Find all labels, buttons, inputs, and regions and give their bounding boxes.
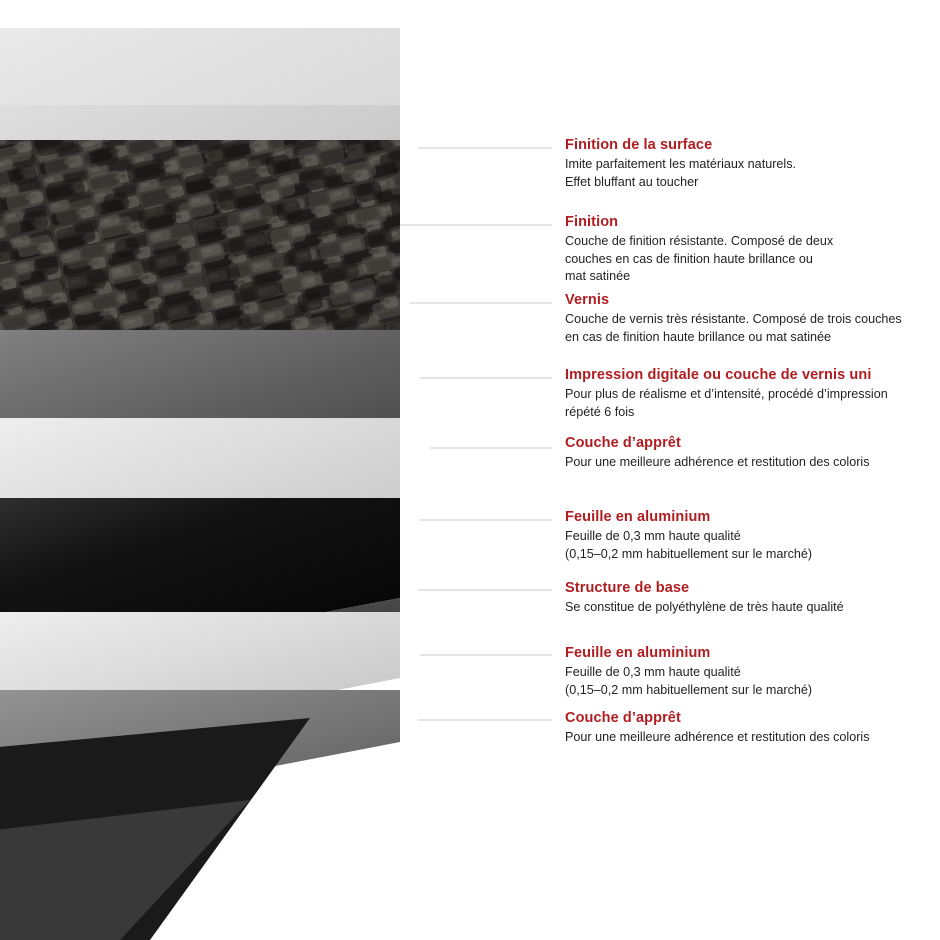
callout-body-line: mat satinée <box>565 269 631 283</box>
callout-title: Feuille en aluminium <box>565 645 711 661</box>
callout-body-line: (0,15–0,2 mm habituellement sur le marché) <box>565 546 813 561</box>
callout-feuille-en-aluminium-haut <box>565 508 940 563</box>
callout-body <box>565 664 940 699</box>
callout-finition-de-la-surface <box>565 136 940 191</box>
callout-body <box>565 528 940 563</box>
callout-body <box>565 233 940 286</box>
callout-body <box>565 599 940 617</box>
callout-body-line: (0,15–0,2 mm habituellement sur le marché) <box>565 682 813 697</box>
callout-body <box>565 386 940 421</box>
callout-body-line: Pour une meilleure adhérence et restitution des coloris <box>565 730 870 744</box>
callout-body <box>565 454 940 472</box>
callout-body-line: Couche de vernis très résistante. Composé de trois couches <box>565 312 902 326</box>
callout-title: Finition <box>565 214 619 230</box>
callout-body-line: Couche de finition résistante. Composé de deux <box>565 234 834 248</box>
callout-body <box>565 729 940 747</box>
callout-body-line: Effet bluffant au toucher <box>565 174 699 189</box>
callout-body-line: Imite parfaitement les matériaux naturels. <box>565 157 796 171</box>
callout-title: Feuille en aluminium <box>565 509 711 525</box>
callout-finition <box>565 213 940 286</box>
callout-body-line: Feuille de 0,3 mm haute qualité <box>565 665 741 679</box>
callout-vernis <box>565 291 940 346</box>
callout-title: Couche d’apprêt <box>565 435 681 451</box>
callout-feuille-en-aluminium-bas <box>565 644 940 699</box>
callout-body <box>565 156 940 191</box>
callout-couche-d-appret-haut <box>565 434 940 472</box>
callout-body-line: couches en cas de finition haute brillance ou <box>565 251 813 266</box>
callout-title: Structure de base <box>565 580 690 596</box>
callout-title: Finition de la surface <box>565 137 713 153</box>
callout-impression-digitale <box>565 366 940 421</box>
callout-body-line: Pour une meilleure adhérence et restitution des coloris <box>565 455 870 469</box>
callout-body-line: répété 6 fois <box>565 404 635 419</box>
callout-couche-d-appret-bas <box>565 709 940 747</box>
callout-body-line: Se constitue de polyéthylène de très haute qualité <box>565 600 844 614</box>
leader-lines <box>400 148 552 720</box>
callout-title: Couche d’apprêt <box>565 710 681 726</box>
callout-body <box>565 311 940 346</box>
callout-title: Impression digitale ou couche de vernis uni <box>565 367 872 383</box>
callout-body-line: Pour plus de réalisme et d’intensité, procédé d’impression <box>565 387 888 401</box>
callout-list <box>565 0 940 940</box>
callout-title: Vernis <box>565 292 610 308</box>
callout-body-line: en cas de finition haute brillance ou mat satinée <box>565 329 832 344</box>
callout-structure-de-base <box>565 579 940 617</box>
callout-body-line: Feuille de 0,3 mm haute qualité <box>565 529 741 543</box>
